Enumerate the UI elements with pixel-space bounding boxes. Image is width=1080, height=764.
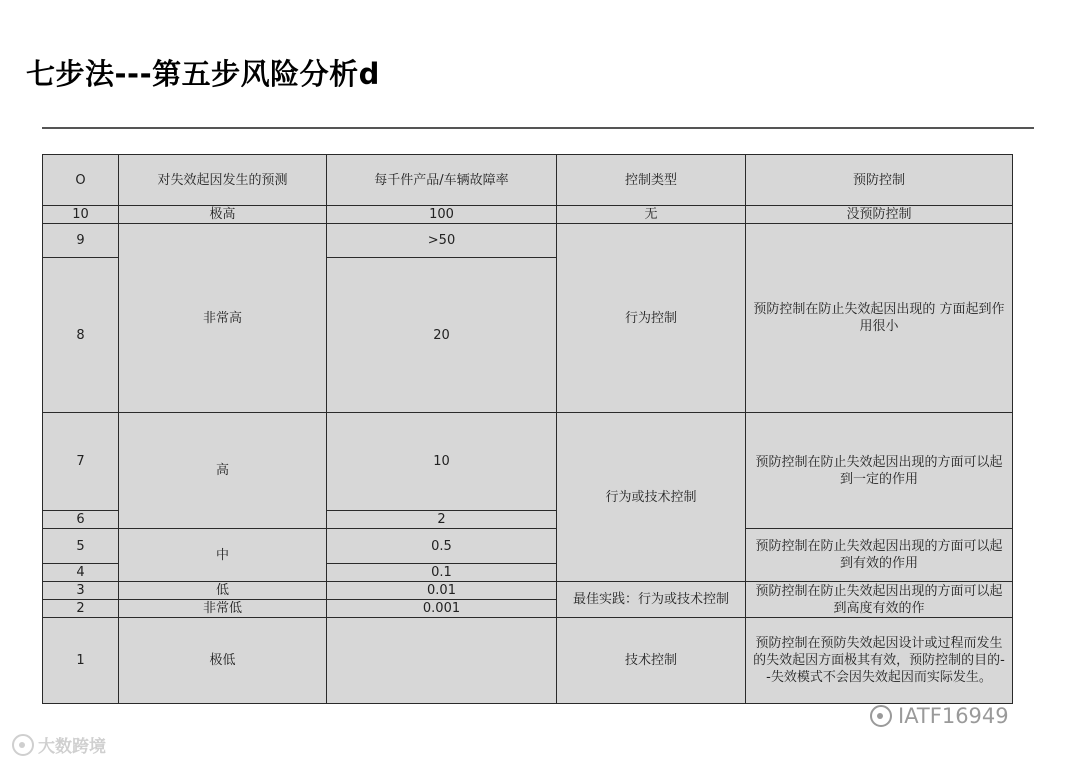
o-cell: 9: [43, 224, 119, 258]
control-type-cell: 技术控制: [557, 618, 746, 704]
prevention-cell: 预防控制在防止失效起因出现的方面可以起到一定的作用: [746, 413, 1013, 529]
rate-cell: 0.001: [327, 600, 557, 618]
o-cell: 6: [43, 511, 119, 529]
o-cell: 7: [43, 413, 119, 511]
rate-cell: 0.1: [327, 564, 557, 582]
prevention-cell: 预防控制在防止失效起因出现的方面可以起到有效的作用: [746, 529, 1013, 582]
rate-cell: 0.5: [327, 529, 557, 564]
occurrence-table: [42, 154, 1013, 704]
header-rate: 每千件产品/车辆故障率: [327, 155, 557, 206]
prevention-cell: 预防控制在防止失效起因出现的方面可以起到高度有效的作: [746, 582, 1013, 618]
o-cell: 1: [43, 618, 119, 704]
o-cell: 5: [43, 529, 119, 564]
rate-cell: 100: [327, 206, 557, 224]
watermark-left-text: 大数跨境: [38, 737, 106, 757]
prediction-cell: 非常高: [119, 224, 327, 413]
watermark-left: [12, 732, 106, 757]
title-divider: [42, 127, 1034, 129]
rate-cell: 10: [327, 413, 557, 511]
o-cell: 4: [43, 564, 119, 582]
watermark-right-text: IATF16949: [898, 704, 1009, 728]
rate-cell: 0.01: [327, 582, 557, 600]
table-row: [43, 582, 1013, 600]
table-row: [43, 618, 1013, 704]
table-row: [43, 529, 1013, 564]
prevention-cell: 预防控制在预防失效起因设计或过程而发生的失效起因方面极其有效，预防控制的目的--失效模式不会因失效起因而实际发生。: [746, 618, 1013, 704]
o-cell: 2: [43, 600, 119, 618]
prevention-cell: 没预防控制: [746, 206, 1013, 224]
prediction-cell: 非常低: [119, 600, 327, 618]
table-row: [43, 224, 1013, 258]
control-type-cell: 无: [557, 206, 746, 224]
header-prediction: 对失效起因发生的预测: [119, 155, 327, 206]
table-header-row: [43, 155, 1013, 206]
prediction-cell: 中: [119, 529, 327, 582]
prediction-cell: 极低: [119, 618, 327, 704]
rate-cell: 20: [327, 258, 557, 413]
prediction-cell: 低: [119, 582, 327, 600]
page-title: 七步法---第五步风险分析d: [26, 57, 380, 91]
prediction-cell: 高: [119, 413, 327, 529]
header-prevention: 预防控制: [746, 155, 1013, 206]
header-o: O: [43, 155, 119, 206]
watermark-right: [870, 704, 1009, 728]
rate-cell: >50: [327, 224, 557, 258]
wechat-icon: [870, 705, 892, 727]
o-cell: 8: [43, 258, 119, 413]
table-row: [43, 206, 1013, 224]
prevention-cell: 预防控制在防止失效起因出现的 方面起到作用很小: [746, 224, 1013, 413]
control-type-cell: 最佳实践：行为或技术控制: [557, 582, 746, 618]
table-row: [43, 413, 1013, 511]
o-cell: 3: [43, 582, 119, 600]
wechat-icon: [12, 734, 34, 756]
rate-cell: [327, 618, 557, 704]
control-type-cell: 行为控制: [557, 224, 746, 413]
control-type-cell: 行为或技术控制: [557, 413, 746, 582]
header-control-type: 控制类型: [557, 155, 746, 206]
o-cell: 10: [43, 206, 119, 224]
prediction-cell: 极高: [119, 206, 327, 224]
rate-cell: 2: [327, 511, 557, 529]
